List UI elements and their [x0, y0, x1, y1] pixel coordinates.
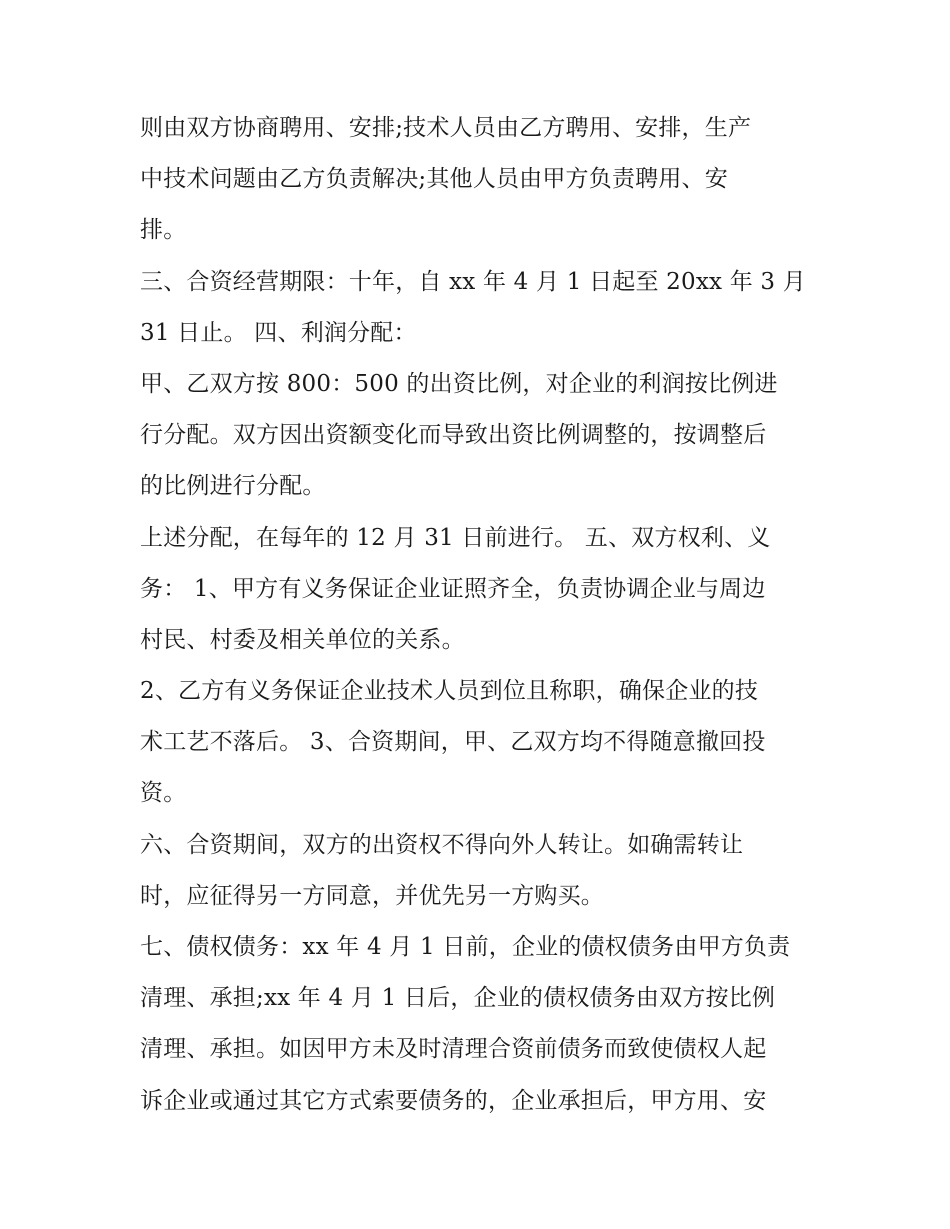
text-line-12: 2、乙方有义务保证企业技术人员到位且称职，确保企业的技 [140, 678, 759, 705]
text-line-14: 资。 [140, 780, 187, 807]
text-line-15: 六、合资期间，双方的出资权不得向外人转让。如确需转让 [140, 831, 744, 858]
text-line-20: 诉企业或通过其它方式索要债务的，企业承担后，甲方用、安 [140, 1087, 767, 1114]
text-line-5: 31 日止。 四、利润分配： [140, 319, 417, 346]
text-line-13: 术工艺不落后。 3、合资期间，甲、乙双方均不得随意撤回投 [140, 729, 766, 756]
text-line-18: 清理、承担;xx 年 4 月 1 日后，企业的债权债务由双方按比例 [140, 985, 776, 1012]
text-line-4: 三、合资经营期限：十年，自 xx 年 4 月 1 日起至 20xx 年 3 月 [140, 268, 806, 295]
text-line-3: 排。 [140, 217, 187, 244]
text-line-6: 甲、乙双方按 800：500 的出资比例，对企业的利润按比例进 [140, 370, 778, 397]
text-line-2: 中技术问题由乙方负责解决;其他人员由甲方负责聘用、安 [140, 166, 728, 193]
text-line-10: 务： 1、甲方有义务保证企业证照齐全，负责协调企业与周边 [140, 575, 766, 602]
text-line-11: 村民、村委及相关单位的关系。 [140, 626, 465, 653]
text-line-17: 七、债权债务：xx 年 4 月 1 日前，企业的债权债务由甲方负责 [140, 934, 791, 960]
document-body [140, 103, 820, 1127]
text-line-7: 行分配。双方因出资额变化而导致出资比例调整的，按调整后 [140, 422, 767, 449]
text-line-1: 则由双方协商聘用、安排;技术人员由乙方聘用、安排，生产 [140, 115, 752, 141]
text-line-19: 清理、承担。如因甲方未及时清理合资前债务而致使债权人起 [140, 1036, 767, 1063]
text-line-9: 上述分配，在每年的 12 月 31 日前进行。 五、双方权利、义 [140, 524, 771, 551]
text-line-16: 时，应征得另一方同意，并优先另一方购买。 [140, 882, 604, 909]
text-line-8: 的比例进行分配。 [140, 473, 326, 500]
